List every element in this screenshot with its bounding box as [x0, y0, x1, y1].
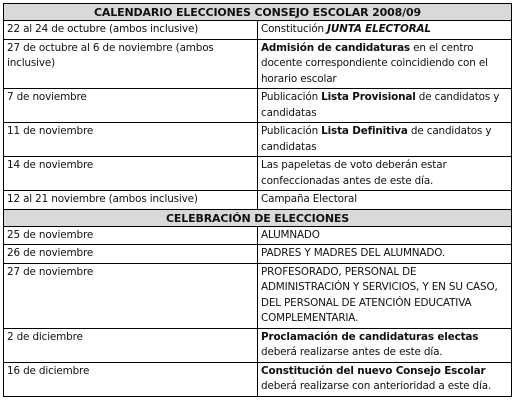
header-row — [4, 4, 512, 21]
event-text: de candidatos y candidatas — [261, 91, 500, 119]
date-cell: 12 al 21 noviembre (ambos inclusive) — [4, 191, 258, 210]
table-row — [4, 157, 512, 191]
section-title: CELEBRACIÓN DE ELECCIONES — [4, 209, 512, 226]
event-bold-text: JUNTA ELECTORAL — [327, 23, 431, 35]
event-text: Las papeletas de voto deberán estar confeccionadas antes de este día. — [261, 159, 447, 187]
event-text: en el centro docente correspondiente coincidiendo con el horario escolar — [261, 41, 488, 85]
calendar-table — [3, 3, 512, 397]
table-title: CALENDARIO ELECCIONES CONSEJO ESCOLAR 2008/09 — [4, 4, 512, 21]
table-row — [4, 245, 512, 264]
event-bold-text: Lista Definitiva — [321, 125, 408, 137]
event-text: deberá realizarse antes de este día. — [261, 346, 443, 358]
event-text: Publicación — [261, 91, 322, 103]
event-cell — [258, 328, 512, 362]
date-cell: 2 de diciembre — [4, 328, 258, 362]
date-cell: 22 al 24 de octubre (ambos inclusive) — [4, 21, 258, 40]
table-row — [4, 226, 512, 245]
date-cell: 7 de noviembre — [4, 89, 258, 123]
event-bold-text: Proclamación de candidaturas electas — [261, 330, 479, 343]
event-text: Publicación — [261, 125, 322, 137]
table-row — [4, 191, 512, 210]
event-cell — [258, 89, 512, 123]
table-row — [4, 263, 512, 328]
event-cell — [258, 362, 512, 396]
event-text: Constitución — [261, 23, 328, 35]
table-row — [4, 362, 512, 396]
event-cell — [258, 123, 512, 157]
election-calendar — [3, 3, 512, 397]
table-row — [4, 21, 512, 40]
event-cell — [258, 21, 512, 40]
event-cell — [258, 191, 512, 210]
event-text: de candidatos y candidatas — [261, 125, 492, 153]
date-cell: 14 de noviembre — [4, 157, 258, 191]
date-cell: 16 de diciembre — [4, 362, 258, 396]
table-row — [4, 123, 512, 157]
event-text: deberá realizarse con anterioridad a este día. — [261, 380, 492, 392]
event-text: ALUMNADO — [261, 228, 320, 241]
event-text: PROFESORADO, PERSONAL DE ADMINISTRACIÓN Y SERVICIOS, Y EN SU CASO, DEL PERSONAL DE ATENCIÓN EDUCATIVA COMPLEMENTARIA. — [261, 265, 498, 324]
event-cell — [258, 263, 512, 328]
event-bold-text: Admisión de candidaturas — [261, 41, 410, 54]
event-text: PADRES Y MADRES DEL ALUMNADO. — [261, 247, 445, 259]
event-cell — [258, 226, 512, 245]
event-cell — [258, 157, 512, 191]
section-header-row — [4, 209, 512, 226]
table-row — [4, 328, 512, 362]
date-cell: 27 de octubre al 6 de noviembre (ambos inclusive) — [4, 39, 258, 89]
event-text: Campaña Electoral — [261, 193, 357, 205]
event-cell — [258, 39, 512, 89]
date-cell: 11 de noviembre — [4, 123, 258, 157]
date-cell: 26 de noviembre — [4, 245, 258, 264]
date-cell: 25 de noviembre — [4, 226, 258, 245]
event-bold-text: Lista Provisional — [321, 91, 416, 103]
event-bold-text: Constitución del nuevo Consejo Escolar — [261, 364, 486, 377]
date-cell: 27 de noviembre — [4, 263, 258, 328]
event-cell — [258, 245, 512, 264]
table-row — [4, 89, 512, 123]
table-row — [4, 39, 512, 89]
